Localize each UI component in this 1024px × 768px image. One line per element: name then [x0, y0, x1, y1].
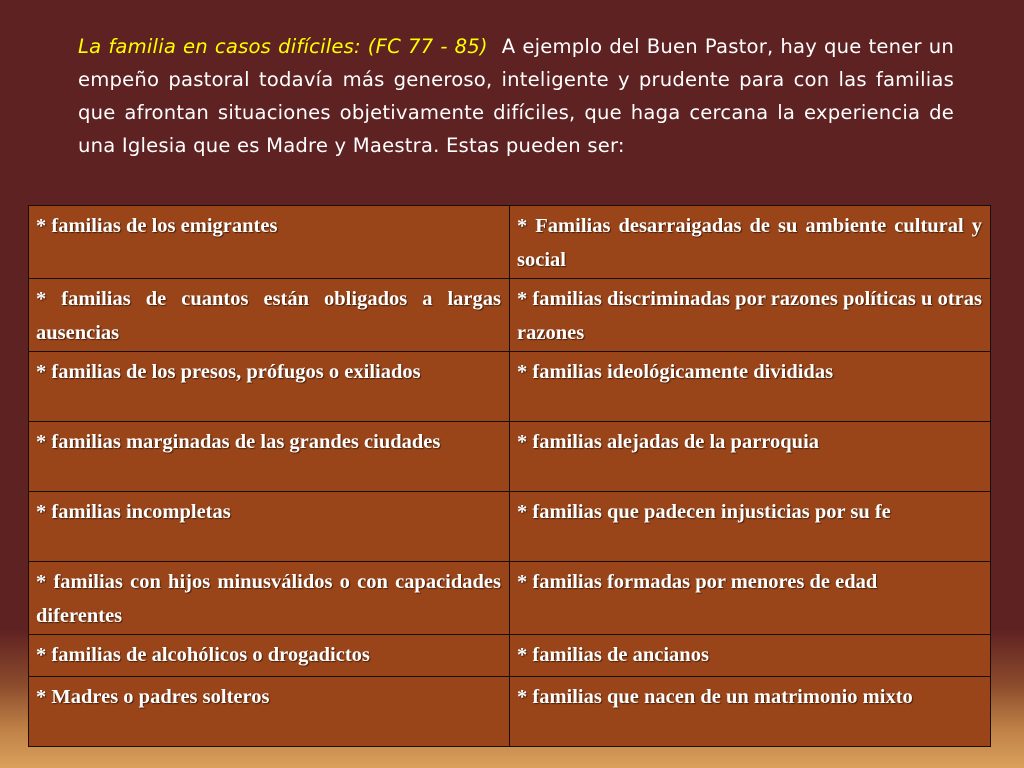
table-cell: * familias discriminadas por razones políticas u otras razones — [510, 279, 991, 352]
table-cell: * familias formadas por menores de edad — [510, 562, 991, 635]
table-cell: * familias ideológicamente divididas — [510, 352, 991, 422]
table-cell: * familias alejadas de la parroquia — [510, 422, 991, 492]
table-cell: * Familias desarraigadas de su ambiente cultural y social — [510, 206, 991, 279]
intro-paragraph — [78, 30, 954, 162]
table-row — [29, 422, 991, 492]
table-row — [29, 206, 991, 279]
table-cell: * familias de los presos, prófugos o exiliados — [29, 352, 510, 422]
table-cell: * familias marginadas de las grandes ciudades — [29, 422, 510, 492]
table-cell: * familias que padecen injusticias por su fe — [510, 492, 991, 562]
difficult-cases-table — [28, 205, 991, 747]
table-row — [29, 635, 991, 677]
table-row — [29, 562, 991, 635]
table-row — [29, 352, 991, 422]
section-title: La familia en casos difíciles: (FC 77 - 85) — [78, 35, 488, 58]
table-row — [29, 492, 991, 562]
table-cell: * familias de los emigrantes — [29, 206, 510, 279]
table-cell: * familias incompletas — [29, 492, 510, 562]
table-cell: * familias que nacen de un matrimonio mixto — [510, 677, 991, 747]
intro-text: A ejemplo del Buen Pastor, hay que tener un empeño pastoral todavía más generoso, inteligente y prudente para con las familias que afrontan situaciones objetivamente difíciles, que haga cercana la experiencia de una Iglesia que es Madre y Maestra. Estas pueden ser: — [78, 35, 955, 157]
table-row — [29, 677, 991, 747]
table-cell: * familias de cuantos están obligados a largas ausencias — [29, 279, 510, 352]
table-cell: * familias de alcohólicos o drogadictos — [29, 635, 510, 677]
table-cell: * familias con hijos minusválidos o con capacidades diferentes — [29, 562, 510, 635]
table-cell: * Madres o padres solteros — [29, 677, 510, 747]
table-cell: * familias de ancianos — [510, 635, 991, 677]
table-row — [29, 279, 991, 352]
